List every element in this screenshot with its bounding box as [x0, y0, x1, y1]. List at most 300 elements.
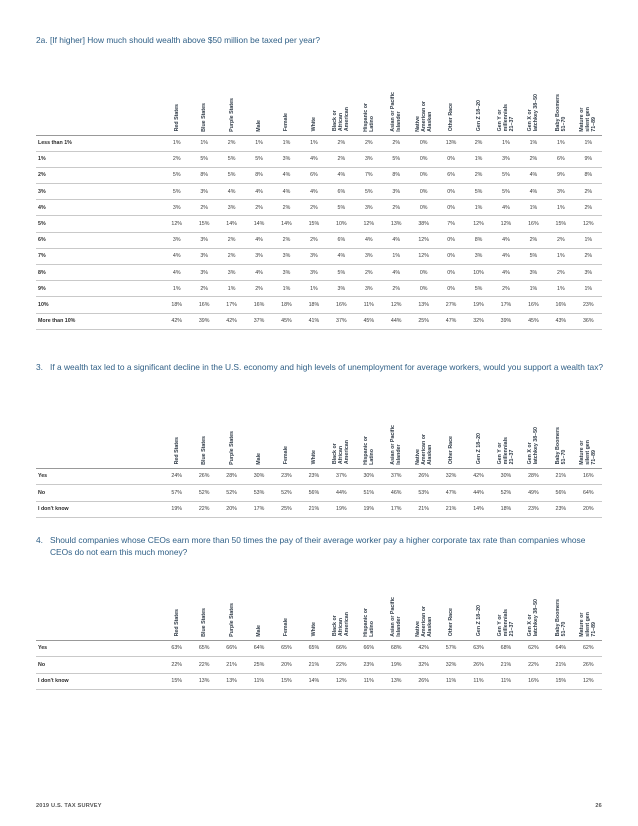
- table-cell: 9%: [547, 167, 574, 183]
- table-cell: 2%: [547, 265, 574, 281]
- table-cell: 23%: [355, 657, 382, 674]
- table-cell: 14%: [300, 673, 327, 690]
- table-cell: 1%: [547, 248, 574, 264]
- table-cell: 2%: [273, 232, 300, 248]
- page-number: 26: [595, 803, 602, 809]
- table-cell: 3%: [520, 265, 547, 281]
- table-row: [36, 501, 602, 518]
- table-cell: 1%: [547, 281, 574, 297]
- table-cell: 5%: [245, 151, 272, 167]
- table-cell: 0%: [410, 200, 437, 216]
- column-header: [163, 568, 190, 640]
- table-cell: 68%: [383, 640, 410, 657]
- table-cell: 3%: [273, 151, 300, 167]
- table-cell: 11%: [355, 297, 382, 313]
- column-header: [547, 398, 574, 468]
- row-label: No: [36, 485, 163, 502]
- table-cell: 65%: [273, 640, 300, 657]
- table-cell: 1%: [492, 135, 519, 151]
- table-cell: 1%: [520, 200, 547, 216]
- table-cell: 3%: [355, 248, 382, 264]
- column-header-label: Baby Boomers 51–70: [554, 599, 567, 637]
- table-cell: 8%: [575, 167, 602, 183]
- table-cell: 0%: [410, 167, 437, 183]
- table-cell: 4%: [300, 184, 327, 200]
- header-spacer: [36, 58, 163, 135]
- table-cell: 37%: [383, 468, 410, 485]
- table-cell: 4%: [520, 167, 547, 183]
- table-row: [36, 673, 602, 690]
- table-cell: 2%: [190, 281, 217, 297]
- table-cell: 3%: [190, 248, 217, 264]
- table-cell: 5%: [328, 200, 355, 216]
- column-header: [300, 568, 327, 640]
- table-cell: 52%: [273, 485, 300, 502]
- table-cell: 4%: [273, 167, 300, 183]
- table-cell: 41%: [300, 313, 327, 329]
- column-header-label: Hispanic or Latino: [362, 607, 375, 637]
- table-cell: 2%: [218, 232, 245, 248]
- table-cell: 2%: [218, 135, 245, 151]
- table-cell: 38%: [410, 216, 437, 232]
- table-cell: 1%: [273, 281, 300, 297]
- table-cell: 5%: [163, 167, 190, 183]
- table-cell: 2%: [465, 135, 492, 151]
- column-header: [465, 398, 492, 468]
- table-cell: 20%: [575, 501, 602, 518]
- table-cell: 19%: [383, 657, 410, 674]
- table-row: [36, 167, 602, 183]
- table-cell: 18%: [492, 501, 519, 518]
- table-cell: 1%: [190, 135, 217, 151]
- table-cell: 3%: [575, 265, 602, 281]
- table-cell: 5%: [465, 184, 492, 200]
- table-row: [36, 485, 602, 502]
- table-cell: 13%: [218, 673, 245, 690]
- table-cell: 0%: [437, 184, 464, 200]
- table-row: [36, 151, 602, 167]
- table-cell: 37%: [328, 313, 355, 329]
- column-header: [520, 568, 547, 640]
- column-header-label: Male: [256, 624, 263, 637]
- column-header: [437, 58, 464, 135]
- column-header-label: Purple States: [228, 602, 235, 637]
- column-header-label: Black or African American: [332, 612, 351, 637]
- table-cell: 0%: [410, 281, 437, 297]
- table-cell: 26%: [465, 657, 492, 674]
- column-header-label: Blue States: [201, 435, 208, 465]
- table-cell: 37%: [328, 468, 355, 485]
- table-cell: 65%: [190, 640, 217, 657]
- row-label: I don't know: [36, 501, 163, 518]
- question-number: 2a.: [36, 35, 48, 45]
- table-row: [36, 657, 602, 674]
- table-cell: 15%: [300, 216, 327, 232]
- row-label: More than 10%: [36, 313, 163, 329]
- table-cell: 8%: [383, 167, 410, 183]
- table-cell: 45%: [355, 313, 382, 329]
- table-cell: 6%: [300, 167, 327, 183]
- table-cell: 10%: [328, 216, 355, 232]
- table-cell: 1%: [575, 281, 602, 297]
- column-header: [355, 58, 382, 135]
- table-cell: 2%: [383, 135, 410, 151]
- table-cell: 0%: [437, 200, 464, 216]
- table-cell: 8%: [465, 232, 492, 248]
- column-header: [547, 568, 574, 640]
- column-header-label: Gen Z 18–20: [475, 605, 482, 637]
- table-cell: 4%: [492, 232, 519, 248]
- header-spacer: [36, 398, 163, 468]
- table-cell: 1%: [163, 135, 190, 151]
- table-cell: 22%: [520, 657, 547, 674]
- column-header-label: Native American or Alaskan: [414, 100, 433, 132]
- table-cell: 6%: [437, 167, 464, 183]
- table-cell: 2%: [245, 200, 272, 216]
- table-cell: 15%: [547, 216, 574, 232]
- table-cell: 39%: [492, 313, 519, 329]
- table-cell: 1%: [245, 135, 272, 151]
- table-cell: 15%: [547, 673, 574, 690]
- table-cell: 12%: [410, 232, 437, 248]
- column-header: [410, 398, 437, 468]
- table-row: [36, 468, 602, 485]
- column-header: [273, 58, 300, 135]
- table-cell: 3%: [383, 184, 410, 200]
- table-cell: 4%: [328, 167, 355, 183]
- table-cell: 4%: [492, 200, 519, 216]
- table-cell: 4%: [163, 265, 190, 281]
- column-header-label: Female: [283, 113, 290, 132]
- row-label: Yes: [36, 468, 163, 485]
- table-cell: 16%: [520, 216, 547, 232]
- table-cell: 5%: [163, 184, 190, 200]
- table-cell: 14%: [273, 216, 300, 232]
- table-cell: 42%: [465, 468, 492, 485]
- table-row: [36, 313, 602, 329]
- table-cell: 68%: [492, 640, 519, 657]
- table-cell: 0%: [437, 232, 464, 248]
- table-cell: 12%: [383, 297, 410, 313]
- table-cell: 0%: [410, 135, 437, 151]
- table-row: [36, 200, 602, 216]
- table-cell: 0%: [410, 184, 437, 200]
- row-label: 1%: [36, 151, 163, 167]
- table-cell: 45%: [273, 313, 300, 329]
- question-number: 3.: [36, 362, 43, 372]
- column-header-label: White: [310, 622, 317, 637]
- table-cell: 4%: [492, 248, 519, 264]
- table-cell: 46%: [383, 485, 410, 502]
- table-cell: 4%: [383, 232, 410, 248]
- table-row: [36, 216, 602, 232]
- column-header-label: Gen X or latchkey 38–50: [527, 427, 540, 465]
- row-label: 3%: [36, 184, 163, 200]
- table-cell: 12%: [575, 216, 602, 232]
- table-cell: 0%: [437, 265, 464, 281]
- column-header: [355, 568, 382, 640]
- column-header: [437, 398, 464, 468]
- row-label: 7%: [36, 248, 163, 264]
- column-header-label: Male: [256, 119, 263, 132]
- column-header: [163, 398, 190, 468]
- table-cell: 6%: [328, 232, 355, 248]
- table-cell: 2%: [355, 265, 382, 281]
- column-header: [575, 568, 602, 640]
- table-cell: 19%: [328, 501, 355, 518]
- table-cell: 49%: [520, 485, 547, 502]
- table-cell: 4%: [245, 265, 272, 281]
- column-header-label: Mature or silent gen 71–89: [579, 611, 598, 637]
- table-cell: 2%: [520, 151, 547, 167]
- table-cell: 21%: [437, 501, 464, 518]
- table-cell: 1%: [300, 281, 327, 297]
- footer-title: 2019 U.S. TAX SURVEY: [36, 803, 102, 809]
- table-cell: 2%: [328, 151, 355, 167]
- table-cell: 18%: [300, 297, 327, 313]
- table-cell: 1%: [300, 135, 327, 151]
- table-cell: 23%: [273, 468, 300, 485]
- table-cell: 2%: [245, 281, 272, 297]
- table-cell: 3%: [492, 151, 519, 167]
- column-header: [245, 568, 272, 640]
- table-cell: 16%: [547, 297, 574, 313]
- column-header: [520, 398, 547, 468]
- row-label: 10%: [36, 297, 163, 313]
- table-cell: 57%: [437, 640, 464, 657]
- question-3-title: [36, 362, 606, 374]
- column-header-label: Purple States: [228, 430, 235, 465]
- table-cell: 24%: [163, 468, 190, 485]
- table-cell: 42%: [410, 640, 437, 657]
- column-header: [300, 398, 327, 468]
- question-number: 4.: [36, 535, 43, 545]
- table-cell: 20%: [273, 657, 300, 674]
- table-cell: 4%: [273, 184, 300, 200]
- table-cell: 13%: [383, 216, 410, 232]
- table-cell: 0%: [410, 265, 437, 281]
- table-cell: 32%: [465, 313, 492, 329]
- table-cell: 5%: [190, 151, 217, 167]
- column-header: [328, 568, 355, 640]
- table-cell: 5%: [520, 248, 547, 264]
- table-cell: 12%: [355, 216, 382, 232]
- table-cell: 4%: [328, 248, 355, 264]
- table-cell: 65%: [300, 640, 327, 657]
- column-header-label: Blue States: [201, 607, 208, 637]
- column-header-label: Baby Boomers 51–70: [554, 94, 567, 132]
- table-row: [36, 184, 602, 200]
- table-cell: 42%: [163, 313, 190, 329]
- table-cell: 21%: [300, 657, 327, 674]
- column-header-label: Gen Z 18–20: [475, 100, 482, 132]
- table-cell: 26%: [410, 673, 437, 690]
- column-header: [575, 398, 602, 468]
- table-cell: 15%: [163, 673, 190, 690]
- table-cell: 5%: [218, 151, 245, 167]
- table-cell: 3%: [190, 184, 217, 200]
- table-cell: 42%: [218, 313, 245, 329]
- question-text: Should companies whose CEOs earn more than 50 times the pay of their average worker pay a higher corporate tax rate than companies whose CEOs do not earn this much money?: [50, 535, 586, 557]
- table-cell: 16%: [190, 297, 217, 313]
- table-cell: 56%: [300, 485, 327, 502]
- column-header: [190, 568, 217, 640]
- table-cell: 3%: [355, 151, 382, 167]
- table-cell: 19%: [163, 501, 190, 518]
- column-header: [492, 58, 519, 135]
- table-cell: 20%: [218, 501, 245, 518]
- table-cell: 2%: [547, 232, 574, 248]
- table-cell: 25%: [245, 657, 272, 674]
- column-header: [245, 398, 272, 468]
- table-cell: 18%: [273, 297, 300, 313]
- table-row: [36, 281, 602, 297]
- table-cell: 2%: [163, 151, 190, 167]
- table-cell: 44%: [328, 485, 355, 502]
- table-cell: 2%: [300, 200, 327, 216]
- table-cell: 2%: [575, 200, 602, 216]
- column-header: [465, 58, 492, 135]
- table-cell: 27%: [437, 297, 464, 313]
- table-cell: 39%: [190, 313, 217, 329]
- table-cell: 13%: [383, 673, 410, 690]
- column-header: [437, 568, 464, 640]
- table-cell: 53%: [245, 485, 272, 502]
- table-cell: 4%: [300, 151, 327, 167]
- table-cell: 3%: [163, 232, 190, 248]
- table-cell: 0%: [410, 151, 437, 167]
- table-cell: 1%: [465, 151, 492, 167]
- table-cell: 4%: [163, 248, 190, 264]
- table-cell: 25%: [273, 501, 300, 518]
- table-cell: 5%: [492, 184, 519, 200]
- table-cell: 17%: [245, 501, 272, 518]
- row-label: No: [36, 657, 163, 674]
- table-cell: 3%: [190, 232, 217, 248]
- table-cell: 16%: [328, 297, 355, 313]
- table-cell: 36%: [575, 313, 602, 329]
- table-cell: 12%: [575, 673, 602, 690]
- column-header: [465, 568, 492, 640]
- table-cell: 44%: [383, 313, 410, 329]
- row-label: 5%: [36, 216, 163, 232]
- column-header-label: White: [310, 450, 317, 465]
- table-cell: 14%: [245, 216, 272, 232]
- table-cell: 63%: [465, 640, 492, 657]
- table-cell: 9%: [575, 151, 602, 167]
- table-cell: 3%: [273, 265, 300, 281]
- table-cell: 1%: [273, 135, 300, 151]
- table-cell: 1%: [520, 281, 547, 297]
- table-row: [36, 232, 602, 248]
- table-cell: 1%: [520, 135, 547, 151]
- column-header-label: Red States: [173, 104, 180, 132]
- table-cell: 3%: [547, 184, 574, 200]
- column-header: [328, 398, 355, 468]
- table-cell: 43%: [547, 313, 574, 329]
- column-header: [218, 398, 245, 468]
- table-cell: 3%: [273, 248, 300, 264]
- column-header: [273, 398, 300, 468]
- column-header: [410, 58, 437, 135]
- column-header-label: Asian or Pacific Islander: [390, 91, 403, 132]
- table-cell: 30%: [492, 468, 519, 485]
- table-cell: 2%: [383, 281, 410, 297]
- table-cell: 2%: [355, 135, 382, 151]
- table-cell: 22%: [163, 657, 190, 674]
- table-cell: 2%: [383, 200, 410, 216]
- column-header-label: Black or African American: [332, 440, 351, 465]
- column-header: [383, 568, 410, 640]
- table-cell: 1%: [547, 135, 574, 151]
- table-cell: 5%: [383, 151, 410, 167]
- column-header-label: Male: [256, 452, 263, 465]
- table-cell: 52%: [190, 485, 217, 502]
- column-header: [492, 568, 519, 640]
- table-cell: 4%: [245, 184, 272, 200]
- table-cell: 66%: [218, 640, 245, 657]
- table-cell: 14%: [218, 216, 245, 232]
- column-header: [328, 58, 355, 135]
- table-cell: 6%: [328, 184, 355, 200]
- column-header: [190, 398, 217, 468]
- table-cell: 5%: [355, 184, 382, 200]
- column-header-label: Purple States: [228, 97, 235, 132]
- table-question-3: [36, 398, 602, 518]
- table-cell: 3%: [190, 265, 217, 281]
- table-cell: 2%: [273, 200, 300, 216]
- row-label: 2%: [36, 167, 163, 183]
- table-cell: 3%: [218, 265, 245, 281]
- table-cell: 2%: [300, 232, 327, 248]
- table-cell: 4%: [492, 265, 519, 281]
- table-cell: 26%: [410, 468, 437, 485]
- table-cell: 10%: [465, 265, 492, 281]
- column-header: [520, 58, 547, 135]
- table-cell: 53%: [410, 485, 437, 502]
- table-cell: 4%: [355, 232, 382, 248]
- column-header: [218, 58, 245, 135]
- table-cell: 2%: [575, 248, 602, 264]
- table-cell: 17%: [383, 501, 410, 518]
- table-cell: 15%: [273, 673, 300, 690]
- column-header: [245, 58, 272, 135]
- column-header-label: Other Race: [448, 436, 455, 465]
- table-cell: 21%: [410, 501, 437, 518]
- table-cell: 7%: [437, 216, 464, 232]
- table-cell: 5%: [492, 167, 519, 183]
- table-cell: 11%: [355, 673, 382, 690]
- column-header: [547, 58, 574, 135]
- question-2a-title: [36, 35, 606, 47]
- table-cell: 21%: [300, 501, 327, 518]
- table-cell: 5%: [218, 167, 245, 183]
- table-cell: 1%: [575, 135, 602, 151]
- column-header-label: Gen X or latchkey 38–50: [527, 94, 540, 132]
- table-cell: 0%: [437, 248, 464, 264]
- table-cell: 16%: [575, 468, 602, 485]
- table-question-4: [36, 568, 602, 690]
- table-cell: 2%: [492, 281, 519, 297]
- table-cell: 2%: [218, 248, 245, 264]
- table-cell: 47%: [437, 313, 464, 329]
- table-cell: 3%: [218, 200, 245, 216]
- table-cell: 22%: [328, 657, 355, 674]
- table-cell: 0%: [437, 151, 464, 167]
- table-cell: 14%: [465, 501, 492, 518]
- column-header: [410, 568, 437, 640]
- column-header: [218, 568, 245, 640]
